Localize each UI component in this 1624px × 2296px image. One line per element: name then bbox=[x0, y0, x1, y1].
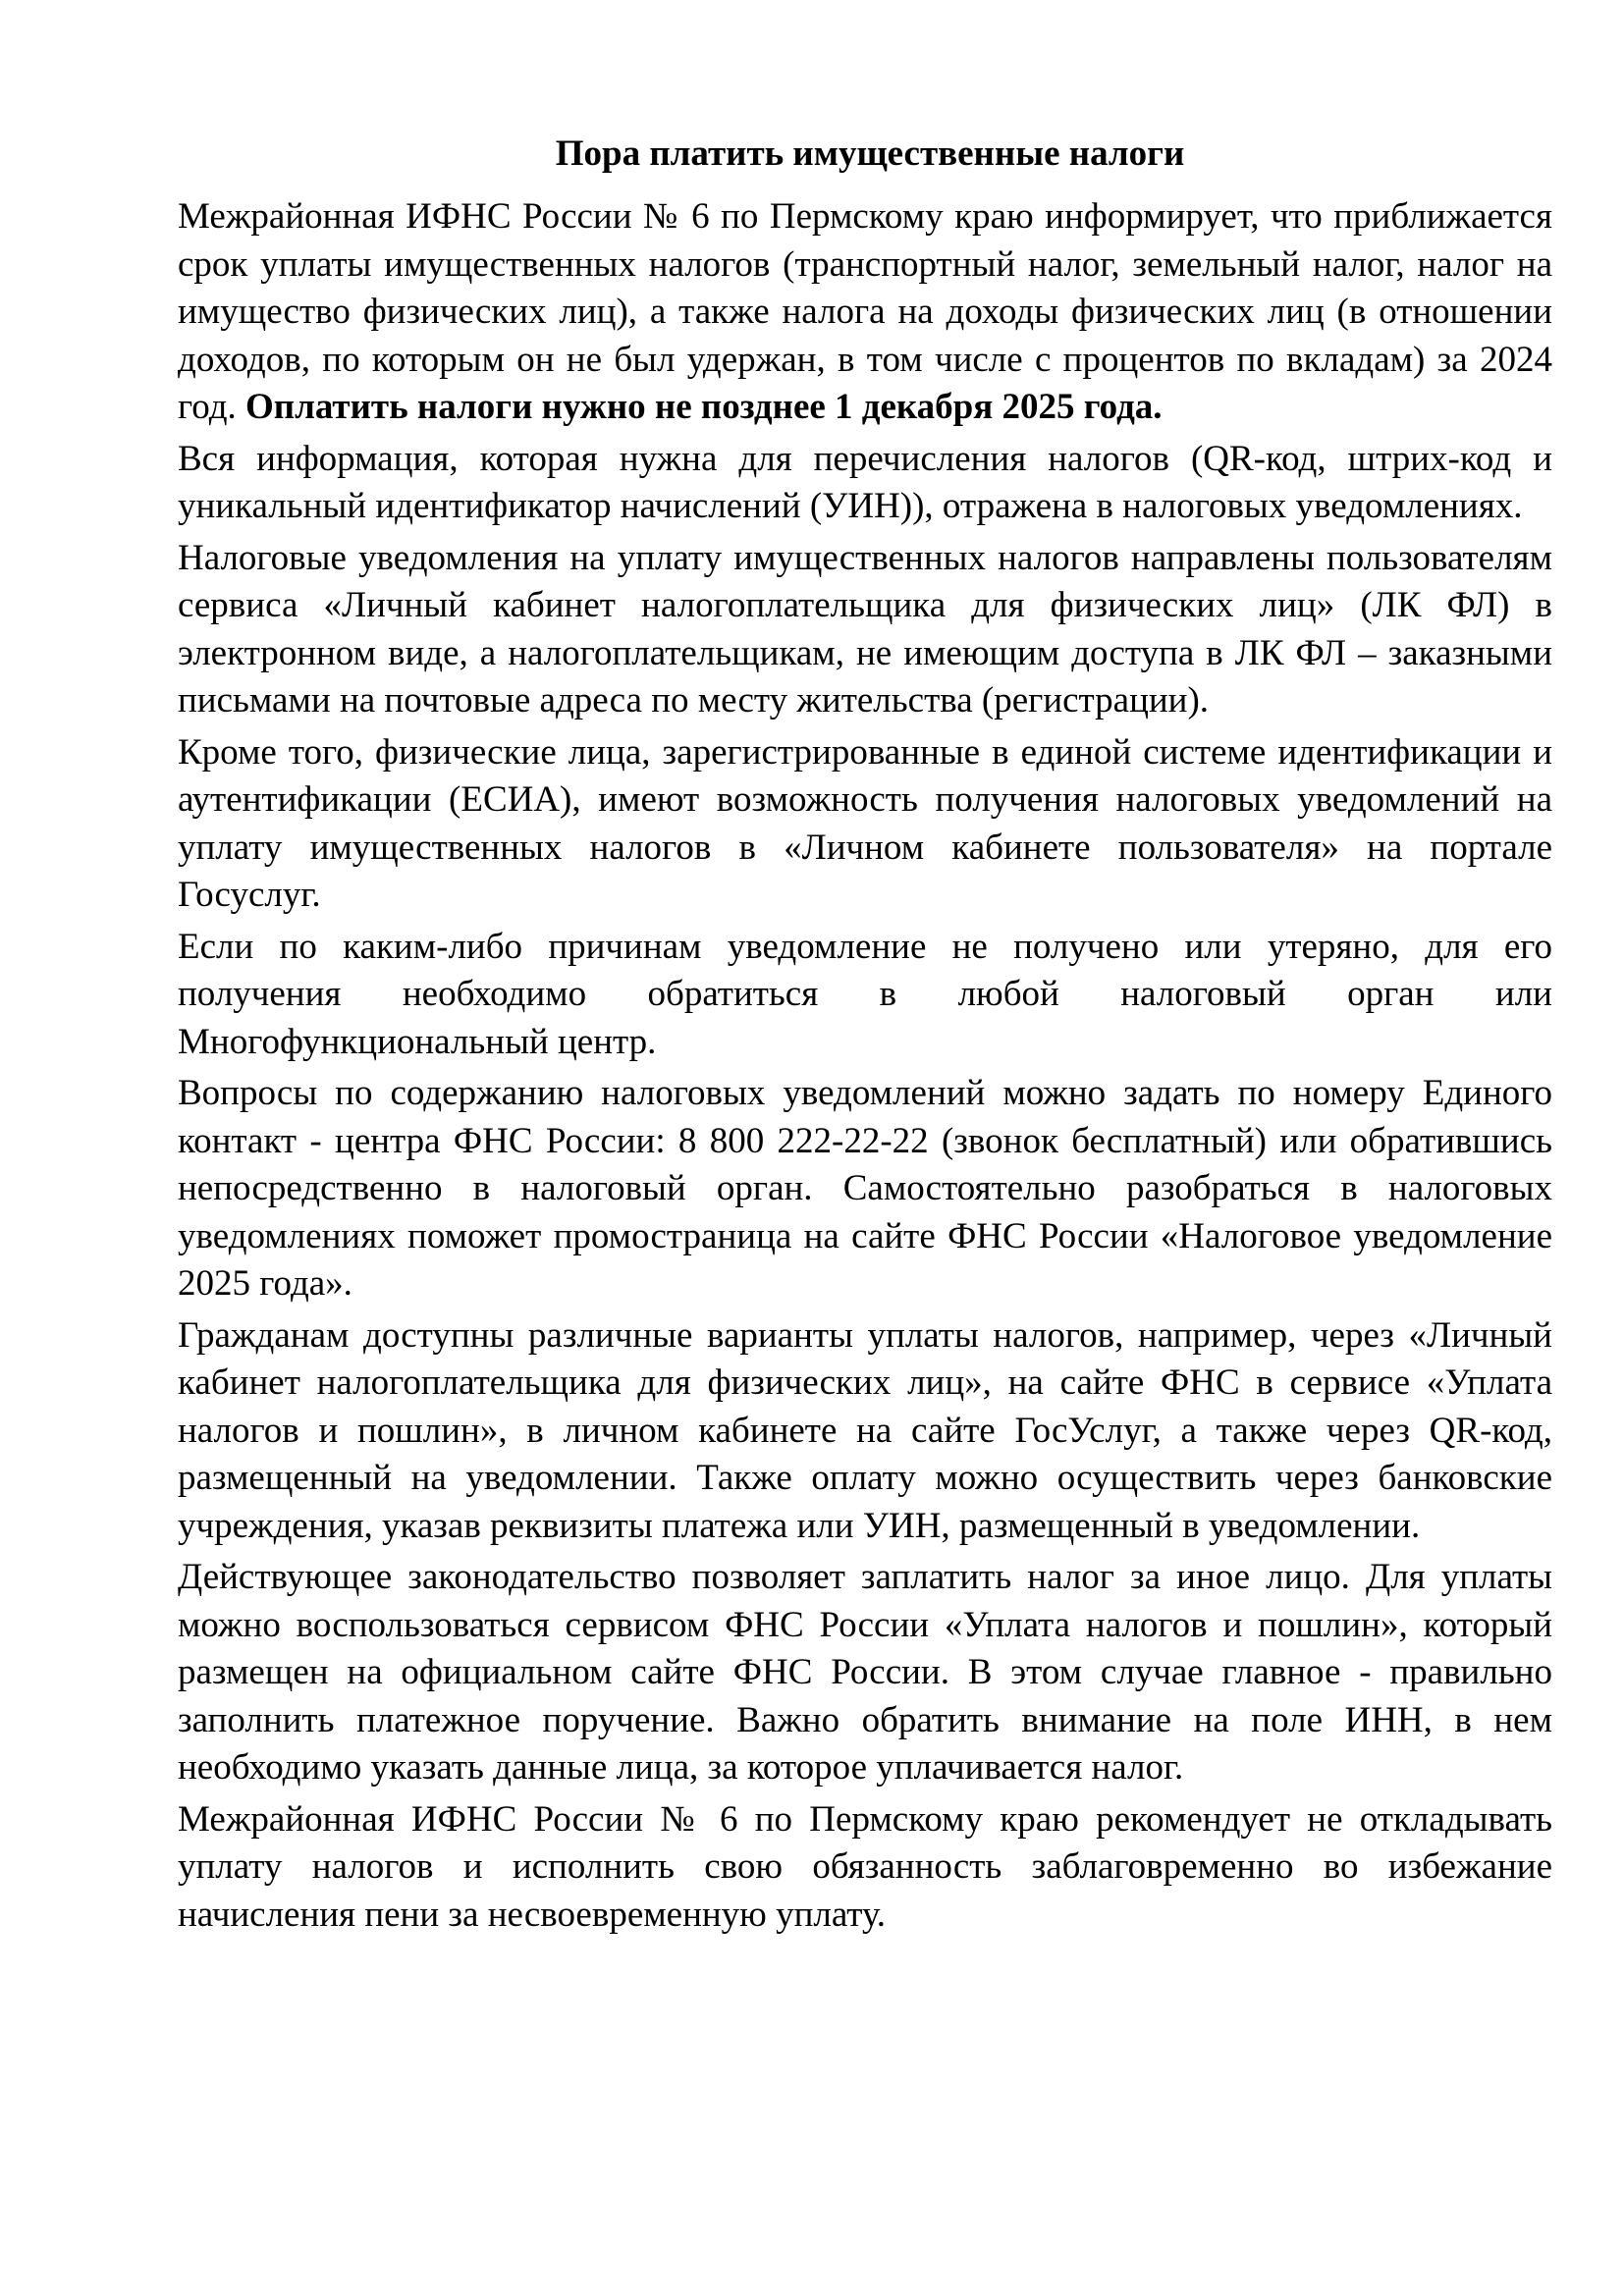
paragraph-notification-info: Вся информация, которая нужна для перечисления налогов (QR-код, штрих-код и уникальный идентификатор начислений (УИН)), отражена в налоговых уведомлениях. bbox=[178, 438, 1552, 526]
paragraph-notification-delivery: Налоговые уведомления на уплату имущественных налогов направлены пользователям сервиса «Личный кабинет налогоплательщика для физических лиц» (ЛК ФЛ) в электронном виде, а налогоплательщикам, не имеющим доступа в ЛК ФЛ – заказными письмами на почтовые адреса по месту жительства (регистрации). bbox=[178, 537, 1552, 721]
payment-deadline: Оплатить налоги нужно не позднее 1 декабря 2025 года. bbox=[245, 387, 1163, 427]
paragraph-payment-options: Гражданам доступны различные варианты уплаты налогов, например, через «Личный кабинет налогоплательщика для физических лиц», на сайте ФНС в сервисе «Уплата налогов и пошлин», в личном кабинете на сайте ГосУслуг, а также через QR-код, размещенный на уведомлении. Также оплату можно осуществить через банковские учреждения, указав реквизиты платежа или УИН, размещенный в уведомлении. bbox=[178, 1314, 1552, 1546]
document-page bbox=[178, 131, 1552, 1943]
paragraph-third-party-payment: Действующее законодательство позволяет заплатить налог за иное лицо. Для уплаты можно воспользоваться сервисом ФНС России «Уплата налогов и пошлин», который размещен на официальном сайте ФНС России. В этом случае главное - правильно заполнить платежное поручение. Важно обратить внимание на поле ИНН, в нем необходимо указать данные лица, за которое уплачивается налог. bbox=[178, 1557, 1552, 1788]
paragraph-gosuslugi: Кроме того, физические лица, зарегистрированные в единой системе идентификации и аутентификации (ЕСИА), имеют возможность получения налоговых уведомлений на уплату имущественных налогов в «Личном кабинете пользователя» на портале Госуслуг. bbox=[178, 731, 1552, 915]
paragraph-intro-text: Межрайонная ИФНС России № 6 по Пермскому краю информирует, что приближается срок уплаты имущественных налогов (транспортный налог, земельный налог, налог на имущество физических лиц), а также налога на доходы физических лиц (в отношении доходов, по которым он не был удержан, в том числе с процентов по вкладам) за 2024 год. bbox=[178, 196, 1552, 427]
document-title: Пора платить имущественные налоги bbox=[555, 133, 1185, 174]
paragraph-recommendation: Межрайонная ИФНС России № 6 по Пермскому краю рекомендует не откладывать уплату налогов и исполнить свою обязанность заблаговременно во избежание начисления пени за несвоевременную уплату. bbox=[178, 1798, 1552, 1935]
paragraph-intro bbox=[178, 193, 1552, 432]
paragraph-contact-center: Вопросы по содержанию налоговых уведомлений можно задать по номеру Единого контакт - центра ФНС России: 8 800 222-22-22 (звонок бесплатный) или обратившись непосредственно в налоговый орган. Самостоятельно разобраться в налоговых уведомлениях поможет промостраница на сайте ФНС России «Налоговое уведомление 2025 года». bbox=[178, 1073, 1552, 1304]
paragraph-lost-notification: Если по каким-либо причинам уведомление не получено или утеряно, для его получения необходимо обратиться в любой налоговый орган или Многофункциональный центр. bbox=[178, 926, 1552, 1062]
